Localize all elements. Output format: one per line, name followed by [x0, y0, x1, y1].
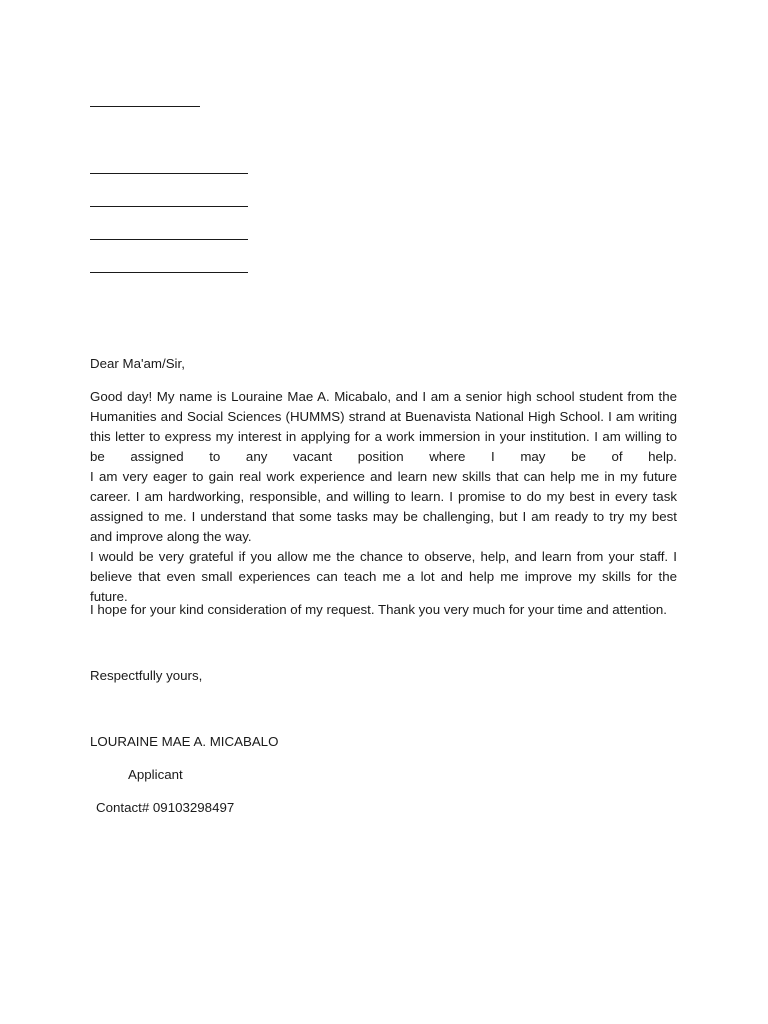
- body-paragraph-1c: I would be very grateful if you allow me the chance to observe, help, and learn from your staff. I believe that even small experiences can teach me a lot and help me improve my skills for the future.: [90, 549, 677, 604]
- address-blank-2: [90, 206, 248, 207]
- contact-number: Contact# 09103298497: [96, 800, 235, 815]
- salutation: Dear Ma'am/Sir,: [90, 356, 185, 371]
- body-paragraph-1b: I am very eager to gain real work experience and learn new skills that can help me in my future career. I am hardworking, responsible, and willing to learn. I promise to do my best in every task assigned to me. I understand that some tasks may be challenging, but I am ready to try my best and improve along the way.: [90, 469, 677, 544]
- signatory-name: LOURAINE MAE A. MICABALO: [90, 734, 279, 749]
- address-blank-4: [90, 272, 248, 273]
- closing: Respectfully yours,: [90, 668, 203, 683]
- address-blank-3: [90, 239, 248, 240]
- body-paragraph-1: [90, 387, 677, 607]
- address-blank-1: [90, 173, 248, 174]
- body-paragraph-1a: Good day! My name is Louraine Mae A. Micabalo, and I am a senior high school student from the Humanities and Social Sciences (HUMMS) strand at Buenavista National High School. I am writing this letter to express my interest in applying for a work immersion in your institution. I am willing to be assigned to any vacant position where I may be of help.: [90, 389, 677, 464]
- date-blank: [90, 106, 200, 107]
- signatory-title: Applicant: [128, 767, 183, 782]
- body-paragraph-2: I hope for your kind consideration of my request. Thank you very much for your time and attention.: [90, 602, 667, 617]
